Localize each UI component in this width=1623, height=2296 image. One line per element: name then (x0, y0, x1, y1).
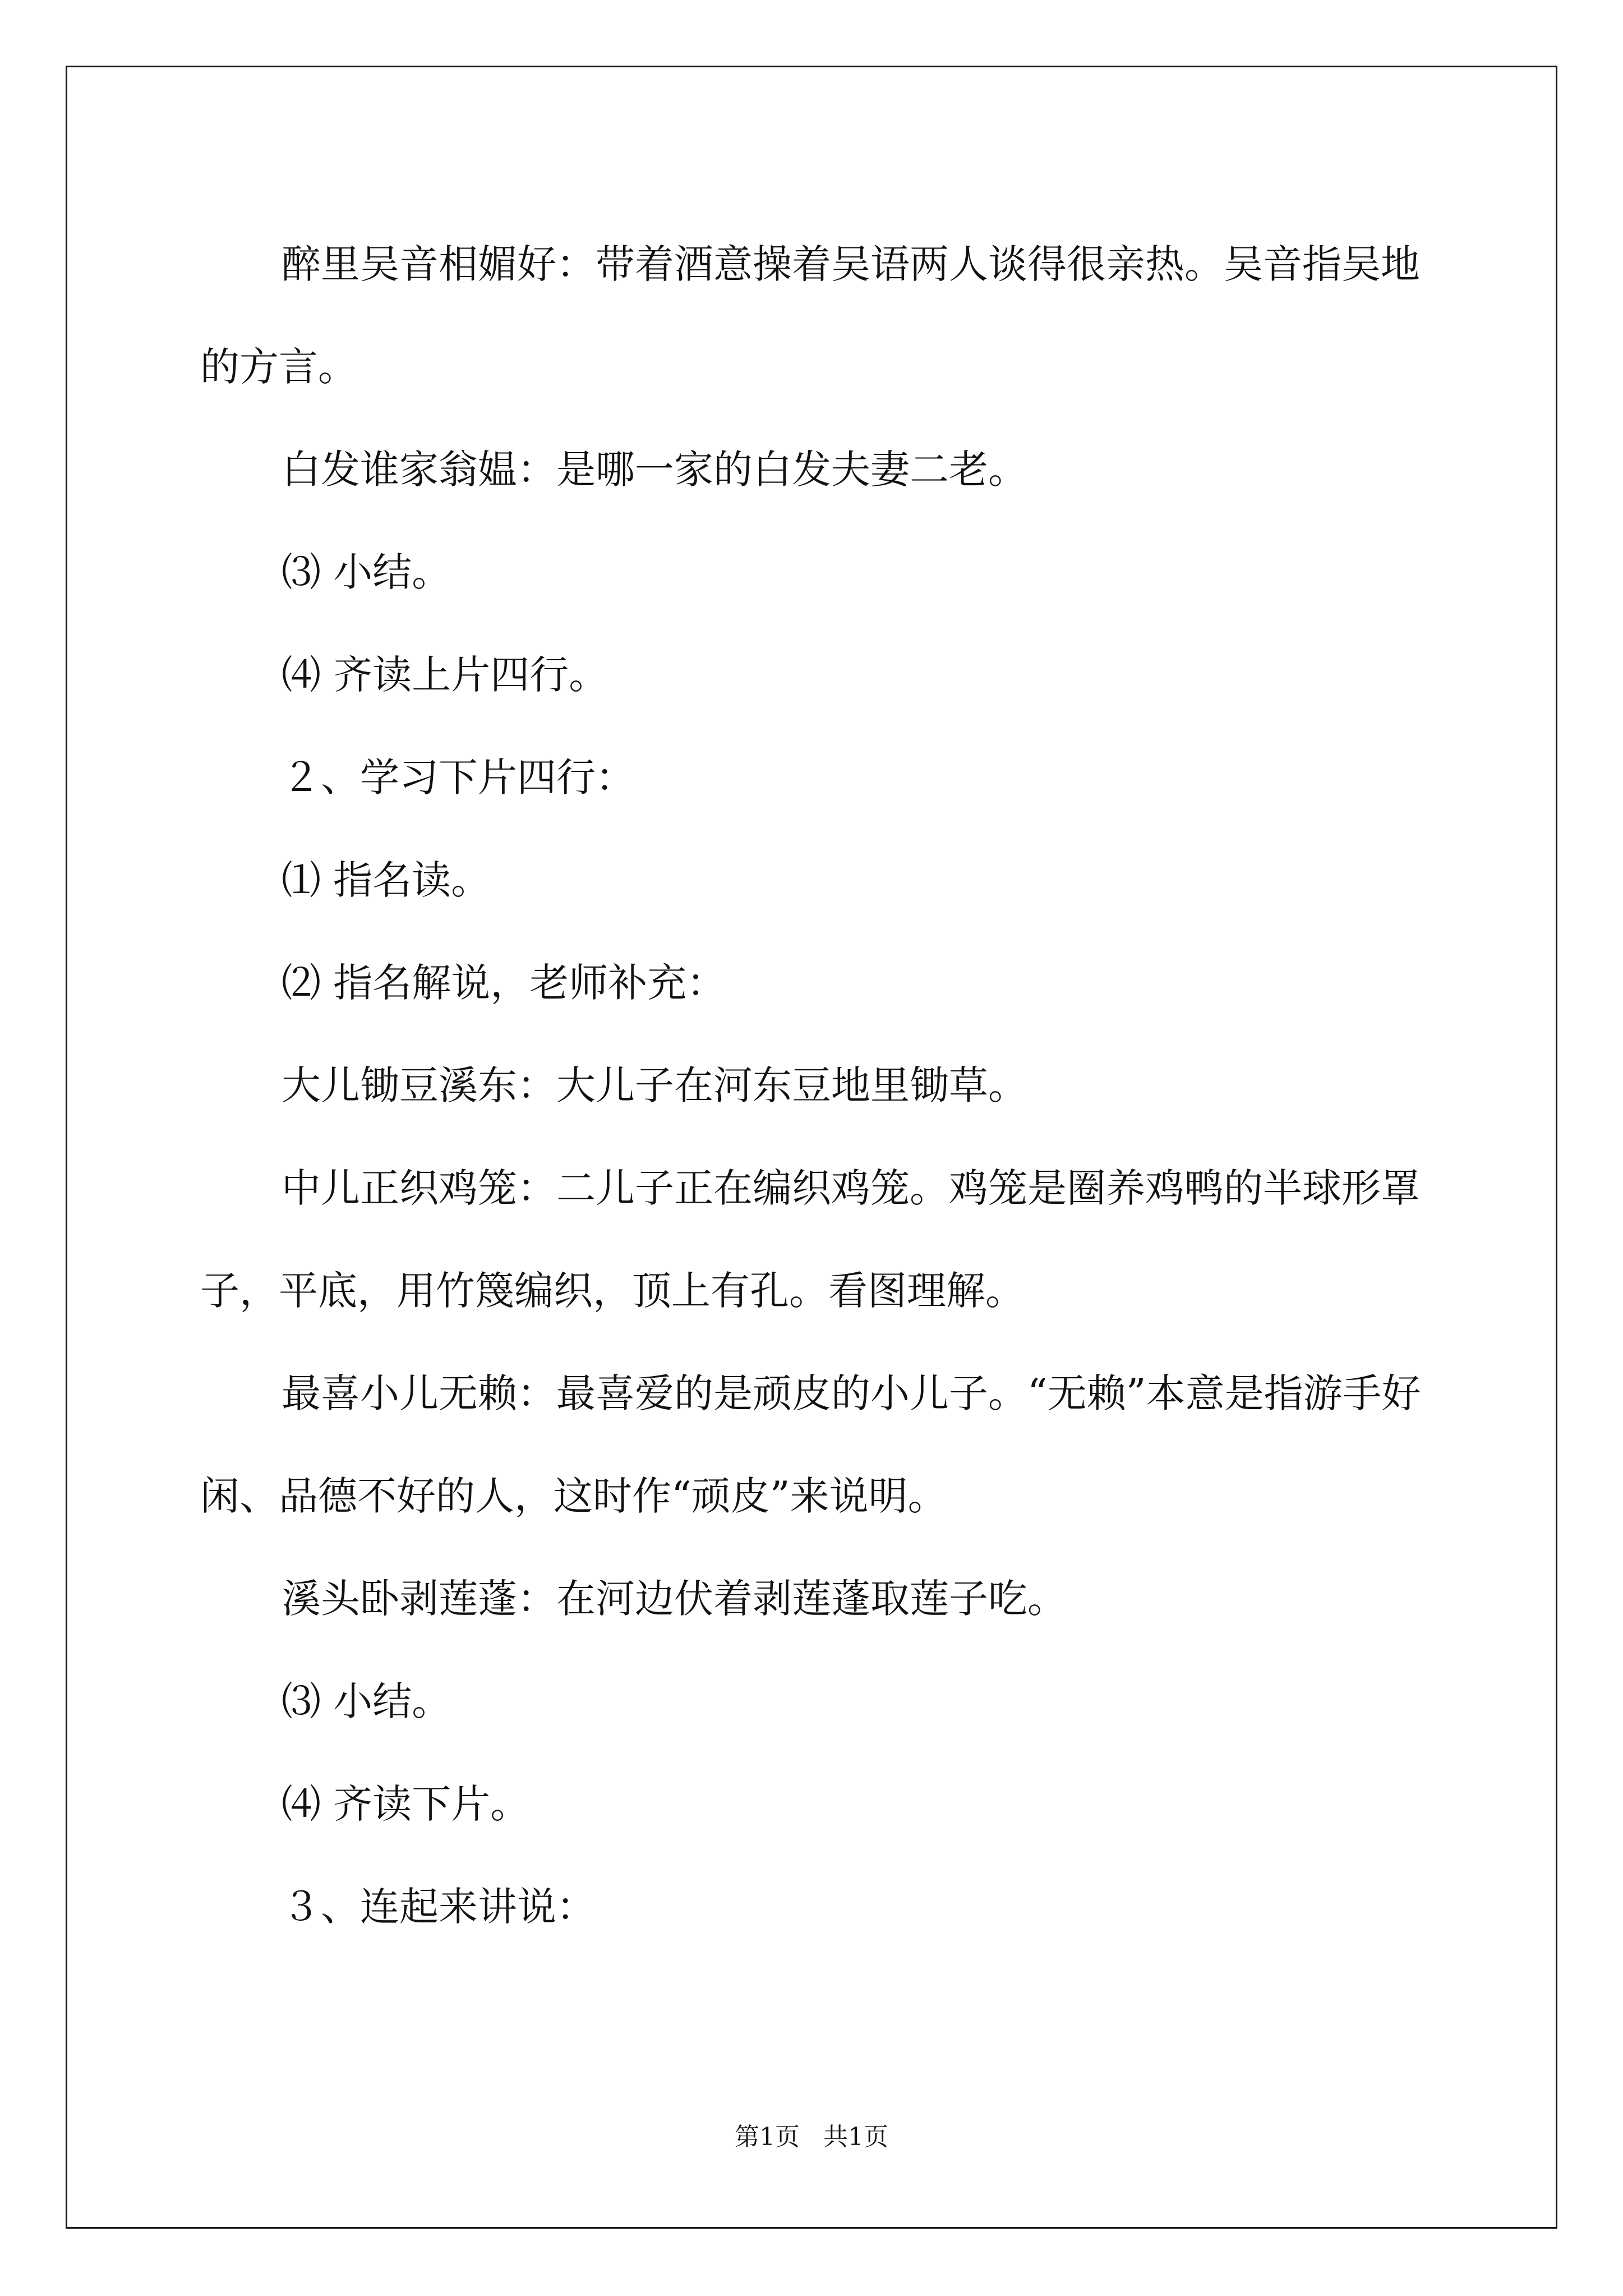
paragraph: ⑷ 齐读下片。 (282, 1781, 530, 1827)
paragraph: ⑴ 指名读。 (282, 857, 491, 903)
document-body (200, 213, 1431, 1958)
paragraph: ⑶ 小结。 (282, 549, 451, 595)
paragraph: 中儿正织鸡笼：二儿子正在编织鸡笼。鸡笼是圈养鸡鸭的半球形罩子，平底，用竹篾编织，顶上有孔。看图理解。 (200, 1165, 1420, 1314)
paragraph: ⑷ 齐读上片四行。 (282, 652, 608, 698)
section-heading: ２、学习下片四行： (282, 754, 635, 800)
section-heading: ３、连起来讲说： (282, 1884, 596, 1930)
paragraph: ⑶ 小结。 (282, 1678, 451, 1724)
paragraph: 醉里吴音相媚好：带着酒意操着吴语两人谈得很亲热。吴音指吴地的方言。 (200, 241, 1420, 390)
paragraph: 大儿锄豆溪东：大儿子在河东豆地里锄草。 (282, 1062, 1027, 1108)
page-footer (0, 2120, 1623, 2154)
paragraph: 溪头卧剥莲蓬：在河边伏着剥莲蓬取莲子吃。 (282, 1576, 1067, 1622)
paragraph: ⑵ 指名解说，老师补充： (282, 960, 726, 1006)
page-number: 第1页 共1页 (735, 2123, 888, 2151)
paragraph: 白发谁家翁媪：是哪一家的白发夫妻二老。 (282, 447, 1027, 493)
paragraph: 最喜小儿无赖：最喜爱的是顽皮的小儿子。“无赖”本意是指游手好闲、品德不好的人，这时作“顽皮”来说明。 (200, 1370, 1421, 1519)
